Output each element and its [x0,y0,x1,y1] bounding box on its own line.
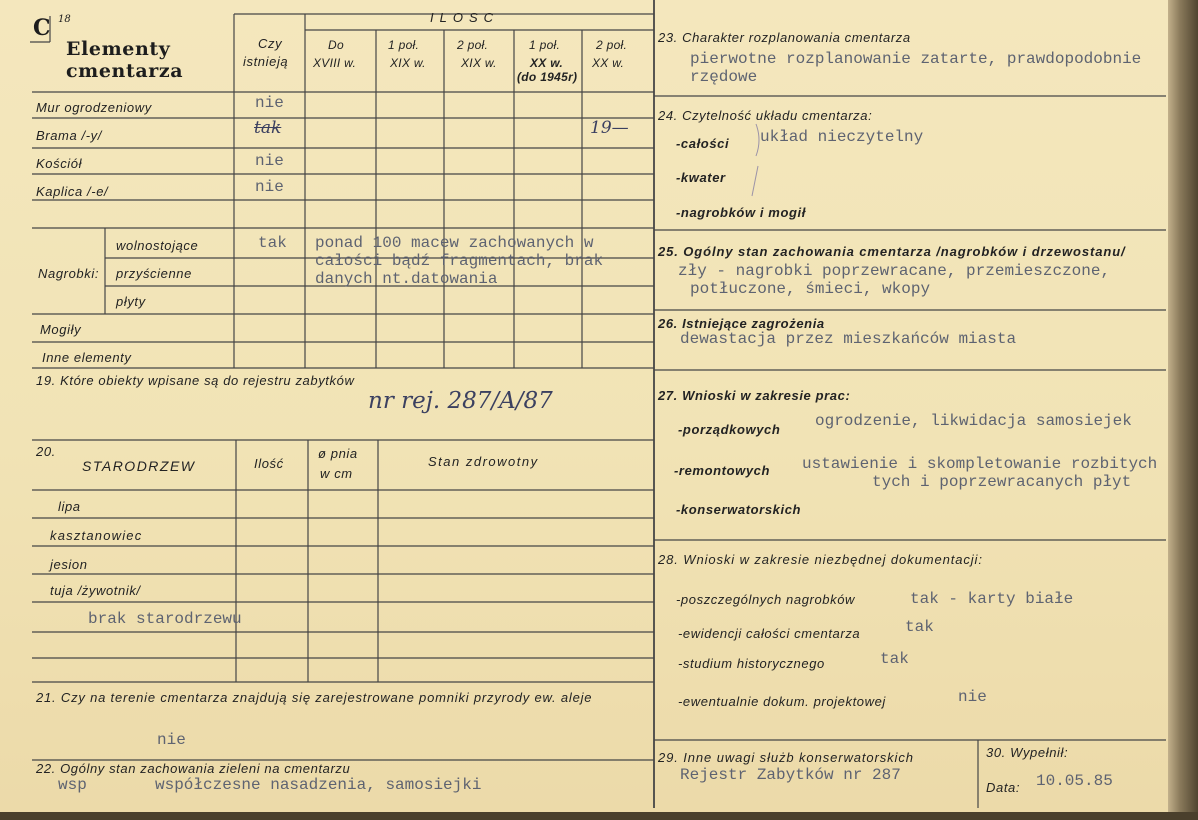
gravestones-sub-slabs: płyty [116,294,146,309]
gravestones-label: Nagrobki: [38,266,100,281]
q23-value-line-2: rzędowe [690,68,758,86]
period-3-line-2: XIX w. [461,56,497,70]
q20-species-ash: jesion [50,557,88,572]
q22-label: 22. Ogólny stan zachowania zieleni na cmentarzu [36,761,351,776]
q28-item-gravestones-label: -poszczególnych nagrobków [676,592,856,607]
q20-col-diameter-2: w cm [320,466,353,481]
period-2-line-1: 1 poł. [388,38,420,52]
q28-item-gravestones-value: tak - karty białe [910,590,1074,608]
gravestones-note-line-3: danych nt.datowania [315,270,498,288]
row-value-church-exists: nie [255,152,284,170]
section-code: C [33,15,51,41]
q20-col-quantity: Ilość [254,456,284,471]
q28-item-history-value: tak [880,650,909,668]
q20-species-chestnut: kasztanowiec [50,528,143,543]
q28-item-design-label: -ewentualnie dokum. projektowej [678,694,886,709]
gravestones-note-line-1: ponad 100 macew zachowanych w [315,234,594,252]
q20-note: brak starodrzewu [88,610,242,628]
period-1-line-2: XVIII w. [313,56,357,70]
period-1-line-1: Do [328,38,344,52]
q19-label: 19. Które obiekty wpisane są do rejestru zabytków [36,373,355,388]
q29-value: Rejestr Zabytków nr 287 [680,766,901,784]
q30-date-value: 10.05.85 [1036,772,1113,790]
gravestones-sub-free-standing: wolnostojące [116,238,199,253]
q20-col-diameter-1: ø pnia [318,446,358,461]
gravestones-sub-wall: przyścienne [116,266,192,281]
row-value-gate-late-xx: 19— [590,118,629,138]
q28-label: 28. Wnioski w zakresie niezbędnej dokumentacji: [658,552,983,567]
row-label-other: Inne elementy [42,350,132,365]
q28-item-inventory-value: tak [905,618,934,636]
q20-title: STARODRZEW [82,458,196,474]
q23-value-line-1: pierwotne rozplanowanie zatarte, prawdopodobnie [690,50,1142,68]
row-label-chapel: Kaplica /-e/ [36,184,109,199]
q27-item-repair-label: -remontowych [674,463,771,478]
heading-line-2: cmentarza [66,60,184,82]
q21-label: 21. Czy na terenie cmentarza znajdują się zarejestrowane pomniki przyrody ew. aleje [36,690,593,705]
row-value-wall-exists: nie [255,94,284,112]
q25-value-line-2: potłuczone, śmieci, wkopy [690,280,931,298]
q23-label: 23. Charakter rozplanowania cmentarza [658,30,911,45]
period-4-line-2: XX w. [530,56,564,70]
q24-item-graves-label: -nagrobków i mogił [676,205,806,220]
q26-label: 26. Istniejące zagrożenia [658,316,825,331]
row-label-graves: Mogiły [40,322,82,337]
heading-line-1: Elementy [66,38,171,60]
q27-item-cleanup-value: ogrodzenie, likwidacja samosiejek [815,412,1132,430]
col-quantity-label: ILOSC [430,10,500,25]
q27-label: 27. Wnioski w zakresie prac: [658,388,851,403]
row-label-gate: Brama /-y/ [36,128,102,143]
q22-value: współczesne nasadzenia, samosiejki [155,776,482,794]
q24-label: 24. Czytelność układu cmentarza: [658,108,873,123]
row-label-wall: Mur ogrodzeniowy [36,100,152,115]
q24-item-quarters-label: -kwater [676,170,726,185]
q28-item-inventory-label: -ewidencji całości cmentarza [678,626,861,641]
q24-item-whole-value: układ nieczytelny [760,128,924,146]
q24-item-whole-label: -całości [676,136,730,151]
row-label-church: Kościół [36,156,83,171]
q28-item-design-value: nie [958,688,987,706]
q19-register-number: nr rej. 287/A/87 [368,388,553,414]
q20-species-thuja: tuja /żywotnik/ [50,583,141,598]
period-2-line-2: XIX w. [390,56,426,70]
q27-item-repair-value-line-2: tych i poprzewracanych płyt [872,473,1132,491]
q25-value-line-1: zły - nagrobki poprzewracane, przemieszczone, [678,262,1111,280]
q26-value: dewastacja przez mieszkańców miasta [680,330,1017,348]
q27-item-repair-value-line-1: ustawienie i skompletowanie rozbitych [802,455,1158,473]
q21-value: nie [157,731,186,749]
q20-col-health: Stan zdrowotny [428,454,539,469]
section-number: 18 [58,14,71,25]
q25-label: 25. Ogólny stan zachowania cmentarza /nagrobków i drzewostanu/ [658,244,1126,259]
period-3-line-1: 2 poł. [457,38,489,52]
period-4-line-3: (do 1945r) [517,70,578,84]
gravestones-exists-value: tak [258,234,287,252]
gravestones-note-line-2: całości bądź fragmentach, brak [315,252,604,270]
period-4-line-1: 1 poł. [529,38,561,52]
q20-species-linden: lipa [58,499,81,514]
col-exists-label-2: istnieją [243,54,289,69]
q28-item-history-label: -studium historycznego [678,656,825,671]
period-5-line-1: 2 poł. [596,38,628,52]
q27-item-cleanup-label: -porządkowych [678,422,781,437]
q30-filled-by-label: 30. Wypełnił: [986,745,1069,760]
q30-date-label: Data: [986,780,1021,795]
row-value-chapel-exists: nie [255,178,284,196]
q22-overtyped: wsp [58,776,87,794]
period-5-line-2: XX w. [592,56,625,70]
q29-label: 29. Inne uwagi służb konserwatorskich [658,750,914,765]
q20-number: 20. [36,444,56,459]
col-exists-label-1: Czy [258,36,283,51]
q27-item-conservation-label: -konserwatorskich [676,502,802,517]
row-value-gate-exists: tak [254,118,282,138]
